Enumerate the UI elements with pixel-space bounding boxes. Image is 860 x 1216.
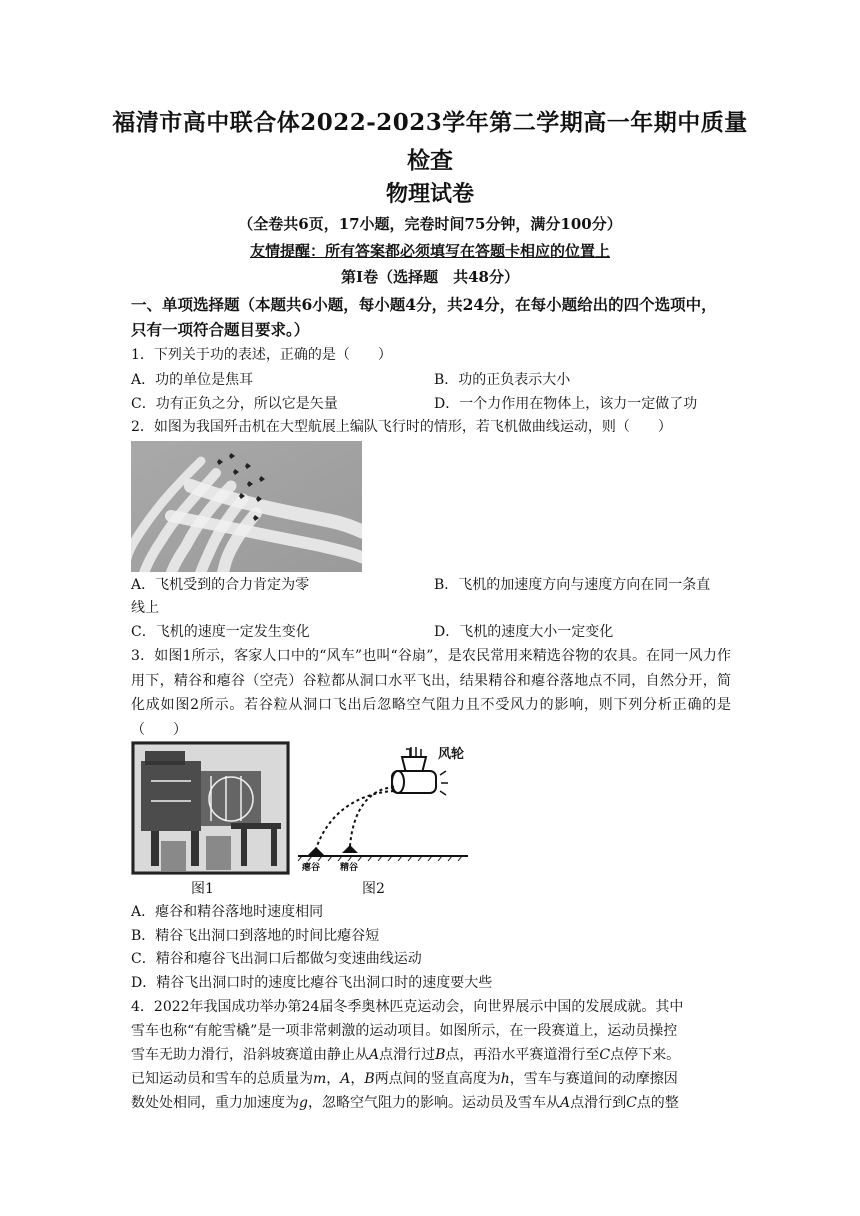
section-heading: 一、单项选择题（本题共6小题，每小题4分，共24分，在每小题给出的四个选项中，只有一项符合题目要求。）: [131, 295, 717, 339]
q2-stem: 2．如图为我国歼击机在大型航展上编队飞行时的情形，若飞机做曲线运动，则（ ）: [131, 419, 672, 435]
exam-tip-text: 友情提醒：所有答案都必须填写在答题卡相应的位置上: [249, 242, 610, 260]
q2-option-b-cont: 线上: [131, 600, 159, 616]
q4-line1: 4．2022年我国成功举办第24届冬季奥林匹克运动会，向世界展示中国的发展成就。其中: [131, 999, 684, 1015]
q2-option-c: C．飞机的速度一定发生变化: [131, 624, 310, 640]
q1-option-a: A．功的单位是焦耳: [131, 372, 254, 388]
q3-option-c: C．精谷和瘪谷飞出洞口后都做匀变速曲线运动: [131, 951, 422, 967]
fig1-caption: 图1: [191, 881, 214, 897]
part-heading: 第Ⅰ卷（选择题 共48分）: [341, 268, 519, 286]
jet-formation-photo: [131, 441, 362, 572]
q3-option-a: A．瘪谷和精谷落地时速度相同: [131, 904, 324, 920]
q4-line3: 雪车无助力滑行，沿斜坡赛道由静止从A点滑行过B点，再沿水平赛道滑行至C点停下来。: [131, 1047, 681, 1063]
q1-option-c: C．功有正负之分，所以它是矢量: [131, 396, 338, 412]
exam-tip: [0, 240, 860, 261]
fig2-label-wind-wheel: 风轮: [438, 747, 465, 762]
exam-meta: （全卷共6页，17小题，完卷时间75分钟，满分100分）: [238, 215, 622, 233]
q1-option-d: D．一个力作用在物体上，该力一定做了功: [434, 396, 698, 412]
exam-subject: 物理试卷: [385, 181, 474, 207]
q4-line2: 雪车也称“有舵雪橇”是一项非常刺激的运动项目。如图所示，在一段赛道上，运动员操控: [131, 1023, 678, 1039]
q4-line5: 数处处相同，重力加速度为g，忽略空气阻力的影响。运动员及雪车从A点滑行到C点的整: [131, 1095, 679, 1111]
exam-title-line2: 检查: [407, 147, 453, 174]
q3-option-b: B．精谷飞出洞口到落地的时间比瘪谷短: [131, 928, 380, 944]
q3-option-d: D．精谷飞出洞口时的速度比瘪谷飞出洞口时的速度要大些: [131, 975, 493, 991]
q1-option-b: B．功的正负表示大小: [434, 372, 571, 388]
q3-stem: 3．如图1所示，客家人口中的“风车”也叫“谷扇”，是农民常用来精选谷物的农具。在同一风力作用下，精谷和瘪谷（空壳）谷粒都从洞口水平飞出，结果精谷和瘪谷落地点不同，自然分开，简化成如图2所示。若谷粒从洞口飞出后忽略空气阻力且不受风力的影响，则下列分析正确的是（ ）: [131, 648, 731, 738]
fig2-caption: 图2: [362, 881, 385, 897]
q2-option-d: D．飞机的速度大小一定变化: [434, 624, 614, 640]
q2-option-a: A．飞机受到的合力肯定为零: [131, 577, 310, 593]
fig2-label-full-grain: 精谷: [340, 863, 359, 873]
fig1-winnower-photo: [131, 741, 290, 875]
q4-line4: 已知运动员和雪车的总质量为m，A，B两点间的竖直高度为h，雪车与赛道间的动摩擦因: [131, 1071, 678, 1087]
fig2-winnower-diagram: [298, 741, 468, 875]
q2-option-b: B．飞机的加速度方向与速度方向在同一条直: [434, 577, 711, 593]
q1-stem: 1．下列关于功的表述，正确的是（ ）: [131, 347, 392, 363]
fig2-label-empty-grain: 瘪谷: [302, 863, 321, 873]
exam-title-line1: 福清市高中联合体2022-2023学年第二学期高一年期中质量: [112, 109, 748, 136]
